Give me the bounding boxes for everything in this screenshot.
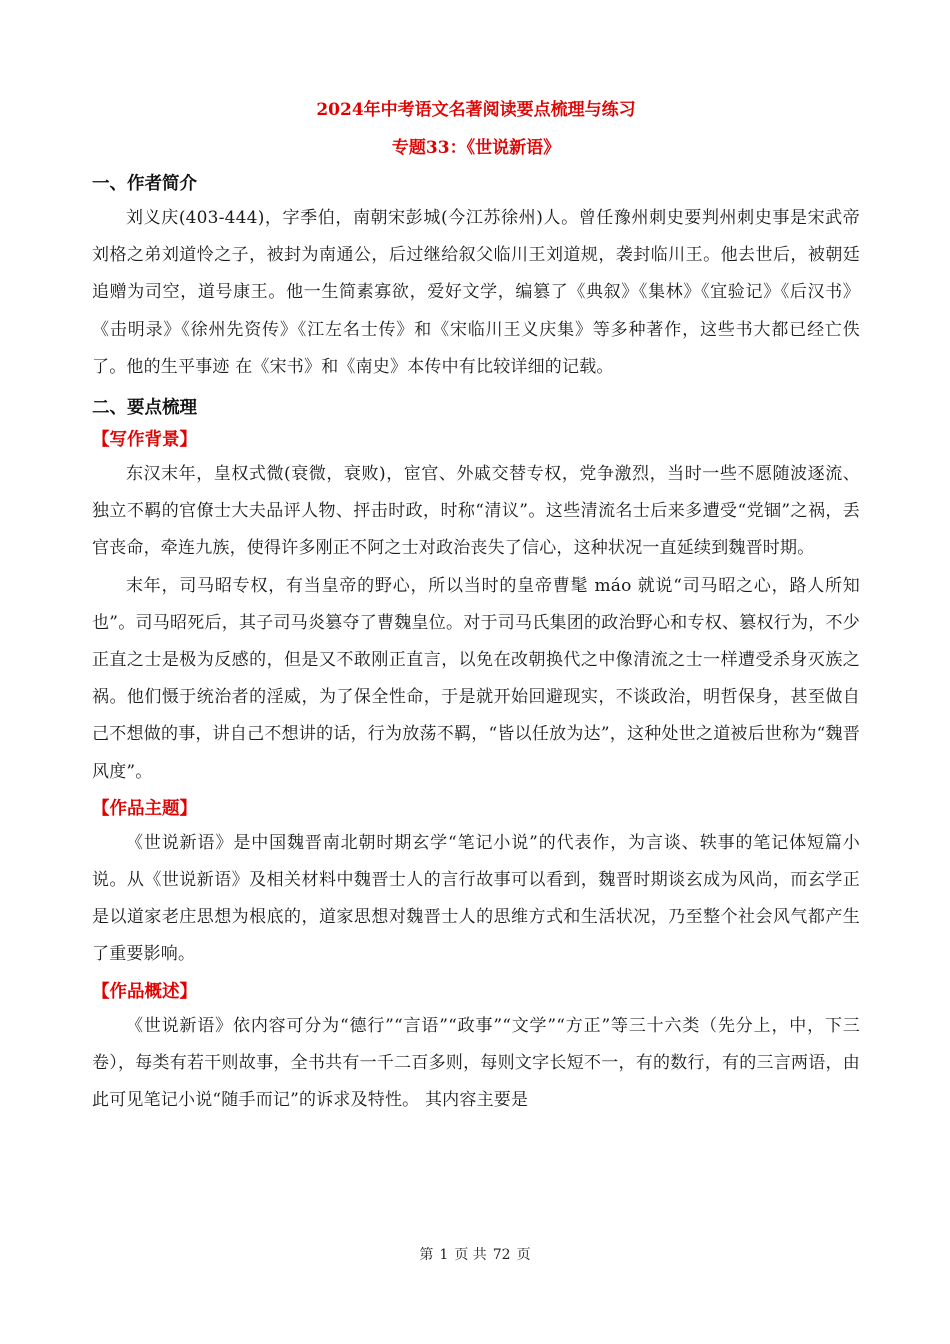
footer-suffix: 页 (516, 1247, 531, 1263)
footer-prefix: 第 (419, 1247, 434, 1263)
tag-theme: 【作品主题】 (92, 798, 197, 819)
footer-page-number: 1 (439, 1247, 449, 1263)
background-paragraph-1: 东汉末年，皇权式微(衰微，衰败)，宦官、外戚交替专权，党争激烈，当时一些不愿随波逐流、独立不羁的官僚士大夫品评人物、抨击时政，时称“清议”。这些清流名士后来多遭受“党锢”之祸，丢官丧命，牵连九族，使得许多刚正不阿之士对政治丧失了信心，这种状况一直延续到魏晋时期。 (92, 464, 860, 559)
background-paragraph-2: 末年，司马昭专权，有当皇帝的野心，所以当时的皇帝曹髦 máo 就说“司马昭之心，路人所知也”。司马昭死后，其子司马炎篡夺了曹魏皇位。对于司马氏集团的政治野心和专权、篡权行为，不少正直之士是极为反感的，但是又不敢刚正直言，以免在改朝换代之中像清流之士一样遭受杀身灭族之祸。他们慑于统治者的淫威，为了保全性命，于是就开始回避现实，不谈政治，明哲保身，甚至做自己不想做的事，讲自己不想讲的话，行为放荡不羁，“皆以任放为达”，这种处世之道被后世称为“魏晋风度”。 (92, 575, 860, 782)
author-paragraph: 刘义庆(403-444)，字季伯，南朝宋彭城(今江苏徐州)人。曾任豫州刺史要判州刺史事是宋武帝 刘格之弟刘道怜之子，被封为南通公，后过继给叙父临川王刘道规，袭封临川王。他去世后，被朝廷追赠为司空，道号康王。他一生简素寡欲，爱好文学，编篡了《典叙》《集林》《宜验记》《后汉书》《击明录》《徐州先资传》《江左名士传》和《宋临川王义庆集》等多种著作，这些书大都已经亡佚了。他的生平事迹 在《宋书》和《南史》本传中有比较详细的记载。 (92, 208, 860, 377)
tag-background: 【写作背景】 (92, 430, 197, 451)
overview-paragraph: 《世说新语》依内容可分为“德行”“言语”“政事”“文学”“方正”等三十六类（先分上，中，下三卷），每类有若干则故事，全书共有一千二百多则，每则文字长短不一，有的数行，有的三言两语，由此可见笔记小说“随手而记”的诉求及特性。 其内容主要是 (92, 1015, 860, 1111)
footer-mid: 页 共 (454, 1247, 487, 1263)
document-page (92, 96, 860, 1119)
footer-total-pages: 72 (492, 1247, 511, 1263)
tag-overview: 【作品概述】 (92, 981, 197, 1002)
section-heading-points: 二、要点梳理 (92, 398, 197, 419)
document-title: 2024年中考语文名著阅读要点梳理与练习 (316, 100, 636, 120)
theme-paragraph: 《世说新语》是中国魏晋南北朝时期玄学“笔记小说”的代表作，为言谈、轶事的笔记体短篇小说。从《世说新语》及相关材料中魏晋士人的言行故事可以看到，魏晋时期谈玄成为风尚，而玄学正是以道家老庄思想为根底的，道家思想对魏晋士人的思维方式和生活状况，乃至整个社会风气都产生了重要影响。 (92, 832, 860, 965)
document-subtitle: 专题33：《世说新语》 (391, 138, 561, 158)
section-heading-author: 一、作者简介 (92, 174, 197, 194)
page-footer (0, 1244, 950, 1264)
